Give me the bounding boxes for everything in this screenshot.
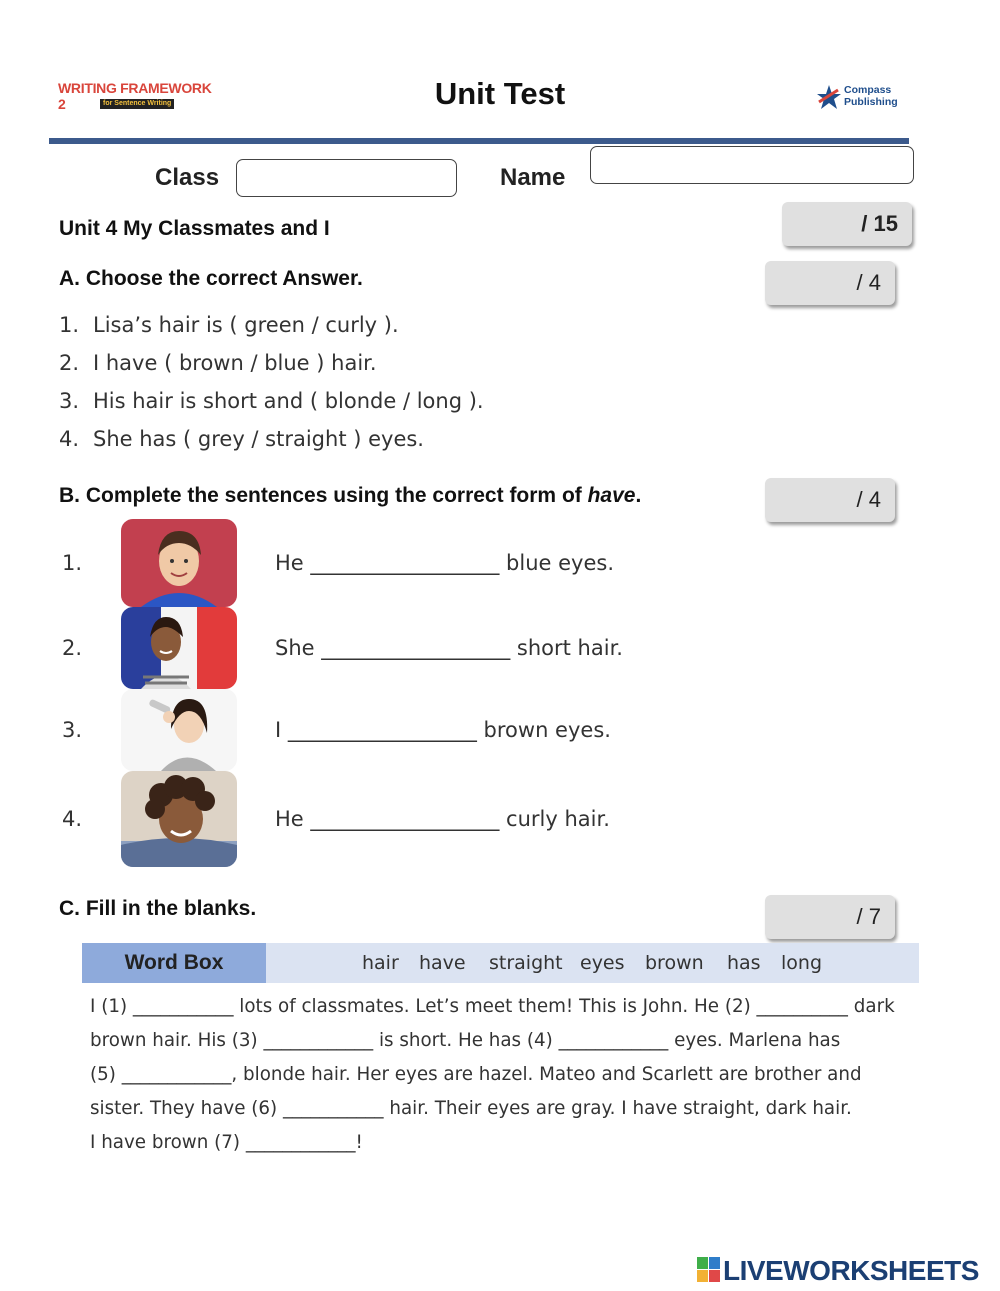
girl-singing-photo xyxy=(121,689,237,771)
paragraph-line[interactable]: brown hair. His (3) ____________ is short. He has (4) ____________ eyes. Marlena has xyxy=(90,1030,841,1051)
logo-right-line1: Compass xyxy=(844,84,892,96)
section-a-list xyxy=(59,313,484,465)
item-number: 3. xyxy=(62,718,83,742)
word-box-word: eyes xyxy=(580,952,625,974)
liveworksheets-brand: LIVEWORKSHEETS xyxy=(723,1255,979,1286)
list-item xyxy=(59,389,484,427)
fill-in-paragraph xyxy=(90,990,920,1160)
section-a-heading: A. Choose the correct Answer. xyxy=(59,267,363,290)
girl-flag-photo xyxy=(121,607,237,689)
logo-left-text: WRITING FRAMEWORK 2 xyxy=(58,80,212,112)
paragraph-line[interactable]: I (1) ___________ lots of classmates. Let’s meet them! This is John. He (2) __________ dark xyxy=(90,996,895,1017)
item-number: 1. xyxy=(59,313,80,337)
boy-photo xyxy=(121,519,237,607)
item-number: 4. xyxy=(59,427,80,451)
sentence-text[interactable]: She __________________ short hair. xyxy=(275,636,623,660)
item-number: 2. xyxy=(59,351,80,375)
word-box-word: has xyxy=(727,952,761,974)
paragraph-line[interactable]: (5) ____________, blonde hair. Her eyes are hazel. Mateo and Scarlett are brother and xyxy=(90,1064,862,1085)
compass-publishing-logo xyxy=(816,84,926,112)
section-a-score-box: / 4 xyxy=(765,261,895,305)
class-input[interactable] xyxy=(236,159,457,197)
heading-end: . xyxy=(635,484,642,507)
paragraph-line[interactable]: sister. They have (6) ___________ hair. Their eyes are gray. I have straight, dark hair. xyxy=(90,1098,852,1119)
word-box-label: Word Box xyxy=(82,943,266,983)
heading-emphasis: have xyxy=(587,484,636,507)
section-c-heading: C. Fill in the blanks. xyxy=(59,897,257,920)
item-number: 4. xyxy=(62,807,83,831)
item-number: 1. xyxy=(62,551,83,575)
section-c-score-box: / 7 xyxy=(765,895,895,939)
unit-title: Unit 4 My Classmates and I xyxy=(59,217,330,240)
name-input[interactable] xyxy=(590,146,914,184)
class-label: Class xyxy=(155,164,220,191)
page-title: Unit Test xyxy=(434,76,566,111)
compass-star-icon xyxy=(816,84,842,110)
item-text[interactable]: His hair is short and ( blonde / long ). xyxy=(93,389,484,413)
lws-blocks-icon xyxy=(697,1257,721,1283)
header-divider xyxy=(49,138,909,144)
word-box-word: hair xyxy=(362,952,399,974)
total-score-box: / 15 xyxy=(782,202,912,246)
word-box-word: straight xyxy=(489,952,563,974)
item-text[interactable]: I have ( brown / blue ) hair. xyxy=(93,351,377,375)
item-number: 3. xyxy=(59,389,80,413)
logo-left-subtext: for Sentence Writing xyxy=(100,99,174,109)
section-b-heading xyxy=(59,484,641,508)
list-item xyxy=(59,351,484,389)
name-label: Name xyxy=(500,164,566,191)
list-item xyxy=(59,427,484,465)
logo-right-line2: Publishing xyxy=(844,96,898,108)
sentence-text[interactable]: He __________________ blue eyes. xyxy=(275,551,615,575)
word-box-word: brown xyxy=(645,952,704,974)
section-b-score-box: / 4 xyxy=(765,478,895,522)
word-box-word: long xyxy=(781,952,823,974)
item-number: 2. xyxy=(62,636,83,660)
paragraph-line[interactable]: I have brown (7) ____________! xyxy=(90,1132,363,1153)
word-box-word: have xyxy=(419,952,466,974)
sentence-text[interactable]: I __________________ brown eyes. xyxy=(275,718,611,742)
list-item xyxy=(59,313,484,351)
item-text[interactable]: She has ( grey / straight ) eyes. xyxy=(93,427,424,451)
heading-text: B. Complete the sentences using the correct form of xyxy=(59,484,588,507)
item-text[interactable]: Lisa’s hair is ( green / curly ). xyxy=(93,313,399,337)
boy-curly-hair-photo xyxy=(121,771,237,867)
sentence-text[interactable]: He __________________ curly hair. xyxy=(275,807,610,831)
